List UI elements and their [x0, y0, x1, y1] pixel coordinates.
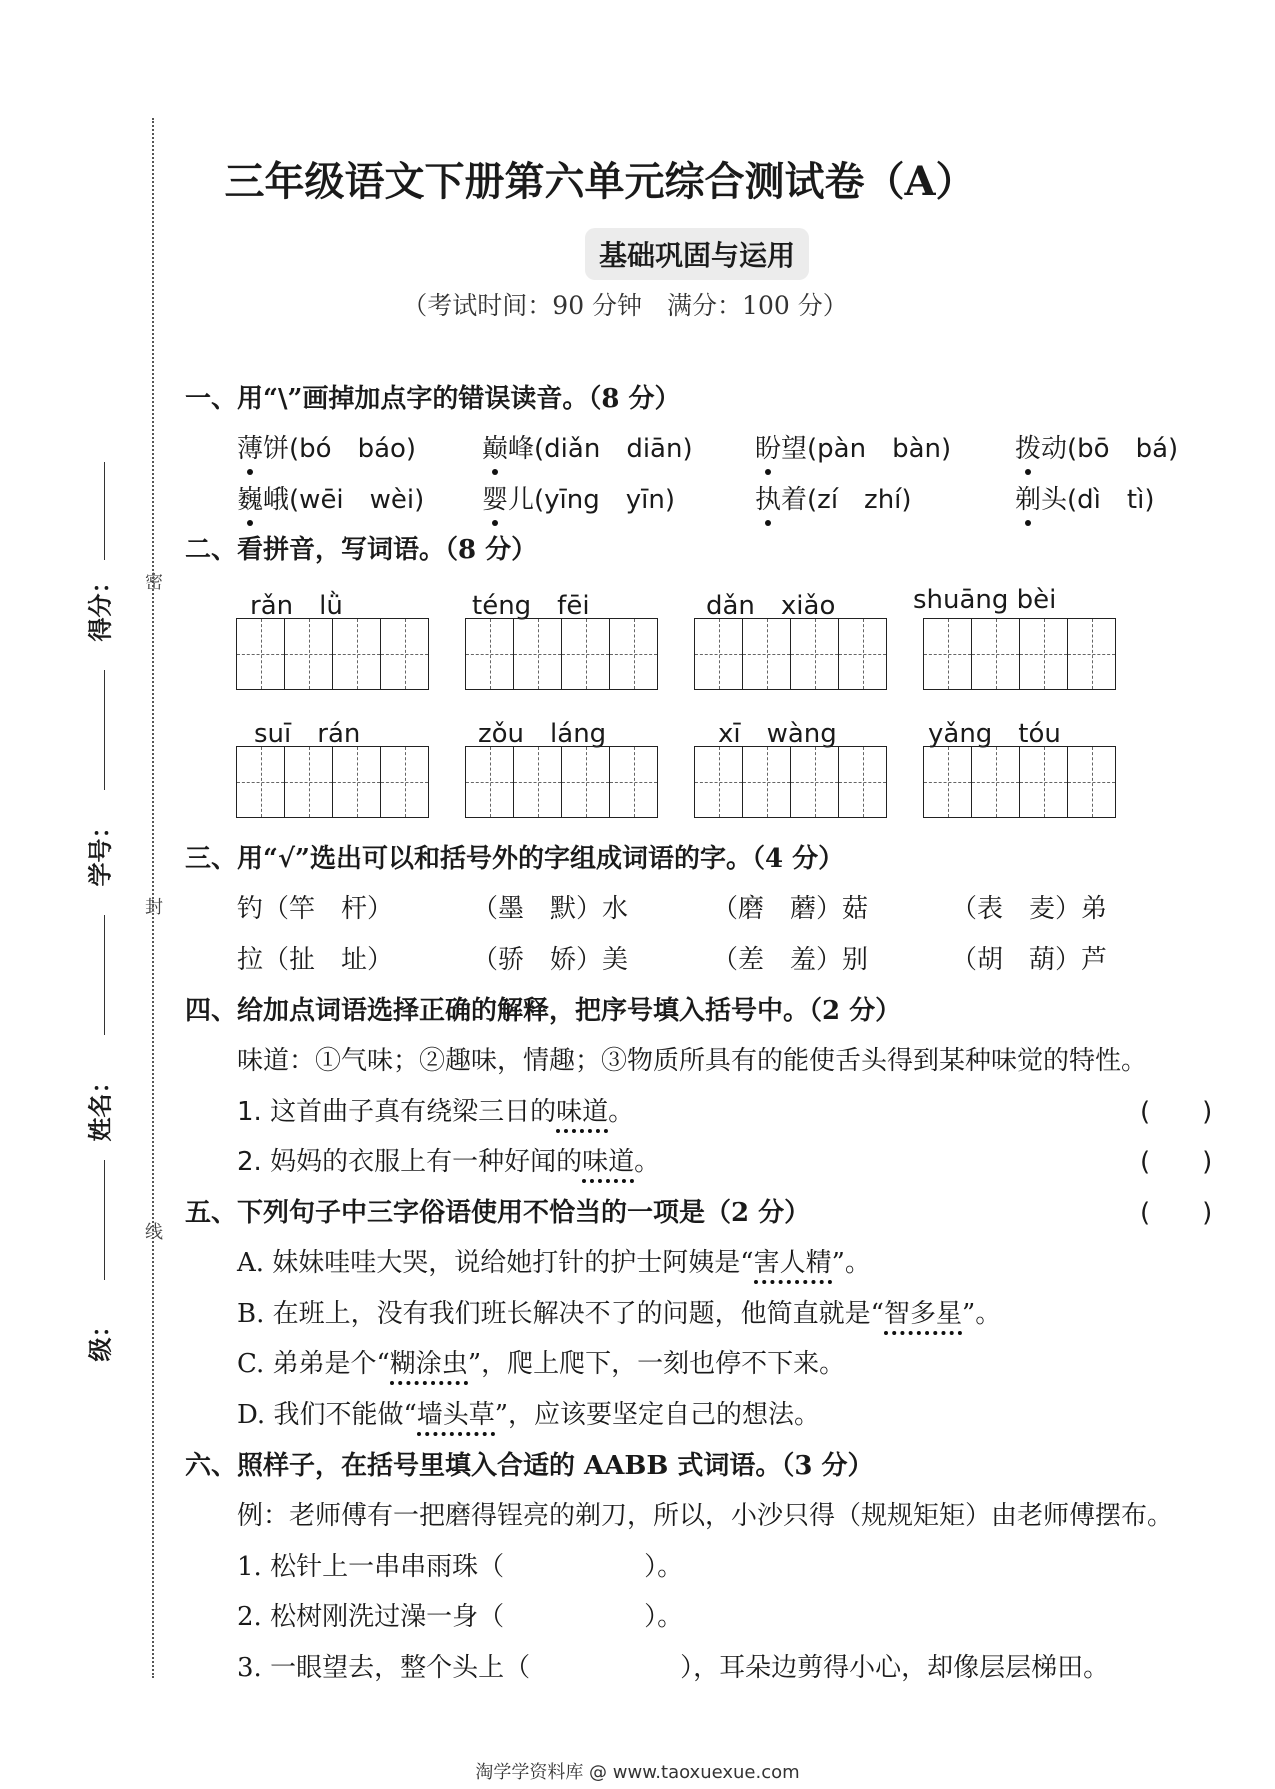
s2-pinyin: shuāng bèi	[913, 585, 1057, 615]
s2-pinyin: suī rán	[254, 719, 361, 749]
s1-item: 拨动(bō bá)	[1015, 428, 1178, 465]
s5-option-a: A. 妹妹哇哇大哭，说给她打针的护士阿姨是“害人精”。	[237, 1242, 871, 1279]
s5-option-b: B. 在班上，没有我们班长解决不了的问题，他简直就是“智多星”。	[237, 1293, 1001, 1330]
s3-item[interactable]: （骄 娇）美	[472, 945, 629, 975]
s3-item[interactable]: （胡 葫）芦	[951, 945, 1108, 975]
s1-item: 巅峰(diǎn diān)	[482, 428, 693, 465]
class-blank[interactable]	[104, 1160, 105, 1280]
s3-item[interactable]: （磨 蘑）菇	[712, 894, 869, 924]
s2-pinyin: rǎn lǜ	[250, 591, 343, 621]
footer-watermark: 淘学学资料库 @ www.taoxuexue.com	[475, 1762, 800, 1783]
s3-item[interactable]: 钓（竿 杆）	[237, 894, 394, 924]
s4-question-2: 2. 妈妈的衣服上有一种好闻的味道。	[237, 1141, 660, 1178]
page-title: 三年级语文下册第六单元综合测试卷（A）	[224, 158, 976, 205]
s6-question-1: 1. 松针上一串串雨珠（ ）。	[237, 1552, 684, 1582]
s4-answer-paren-2[interactable]: ( )	[1140, 1147, 1213, 1177]
s1-item: 婴儿(yīng yīn)	[482, 479, 675, 516]
section-6-heading: 六、照样子，在括号里填入合适的 AABB 式词语。（3 分）	[185, 1451, 874, 1481]
s3-item[interactable]: （表 麦）弟	[951, 894, 1108, 924]
s5-option-c: C. 弟弟是个“糊涂虫”，爬上爬下，一刻也停不下来。	[237, 1343, 845, 1380]
name-label: 姓名：	[86, 1069, 115, 1142]
seal-mark-mi: 密	[145, 572, 163, 593]
s1-item: 执着(zí zhí)	[755, 479, 912, 516]
s2-writing-grid[interactable]	[923, 618, 1116, 690]
s2-writing-grid[interactable]	[236, 746, 429, 818]
student-id-blank[interactable]	[104, 670, 105, 790]
seal-mark-xian: 线	[145, 1222, 163, 1243]
s6-question-3: 3. 一眼望去，整个头上（ ），耳朵边剪得小心，却像层层梯田。	[237, 1653, 1110, 1683]
s6-example: 例：老师傅有一把磨得锃亮的剃刀，所以，小沙只得（规规矩矩）由老师傅摆布。	[237, 1501, 1174, 1531]
s3-item[interactable]: （墨 默）水	[472, 894, 629, 924]
score-label: 得分：	[86, 569, 115, 642]
s2-writing-grid[interactable]	[236, 618, 429, 690]
s2-writing-grid[interactable]	[923, 746, 1116, 818]
section-2-heading: 二、看拼音，写词语。（8 分）	[185, 535, 538, 565]
s1-item: 巍峨(wēi wèi)	[237, 479, 424, 516]
section-5-heading: 五、下列句子中三字俗语使用不恰当的一项是（2 分）	[185, 1198, 811, 1228]
section-subtitle: 基础巩固与运用	[585, 228, 809, 280]
section-3-heading: 三、用“√”选出可以和括号外的字组成词语的字。（4 分）	[185, 844, 845, 874]
s5-option-d: D. 我们不能做“墙头草”，应该要坚定自己的想法。	[237, 1394, 820, 1431]
s3-item[interactable]: 拉（扯 址）	[237, 945, 394, 975]
s4-definition: 味道：①气味；②趣味，情趣；③物质所具有的能使舌头得到某种味觉的特性。	[237, 1046, 1148, 1076]
s6-question-2: 2. 松树刚洗过澡一身（ ）。	[237, 1602, 684, 1632]
name-blank[interactable]	[104, 915, 105, 1035]
s2-writing-grid[interactable]	[694, 746, 887, 818]
s4-answer-paren-1[interactable]: ( )	[1140, 1097, 1213, 1127]
class-label: 级：	[86, 1313, 115, 1362]
s2-pinyin: dǎn xiǎo	[706, 591, 836, 621]
section-1-heading: 一、用“\”画掉加点字的错误读音。（8 分）	[185, 384, 681, 414]
s2-pinyin: xī wàng	[718, 719, 837, 749]
s1-item: 薄饼(bó báo)	[237, 428, 416, 465]
s2-writing-grid[interactable]	[465, 746, 658, 818]
seal-mark-feng: 封	[145, 897, 163, 918]
exam-info: （考试时间：90 分钟 满分：100 分）	[402, 291, 848, 320]
s1-item: 盼望(pàn bàn)	[755, 428, 951, 465]
s2-writing-grid[interactable]	[694, 618, 887, 690]
s3-item[interactable]: （差 羞）别	[712, 945, 869, 975]
s4-question-1: 1. 这首曲子真有绕梁三日的味道。	[237, 1091, 634, 1128]
s5-answer-paren[interactable]: ( )	[1140, 1198, 1213, 1228]
s2-pinyin: téng fēi	[472, 591, 590, 621]
s1-item: 剃头(dì tì)	[1015, 479, 1154, 516]
s2-writing-grid[interactable]	[465, 618, 658, 690]
s2-pinyin: zǒu láng	[478, 719, 607, 749]
score-blank[interactable]	[104, 462, 105, 560]
student-id-label: 学号：	[86, 814, 115, 887]
s2-pinyin: yǎng tóu	[928, 719, 1061, 749]
section-4-heading: 四、给加点词语选择正确的解释，把序号填入括号中。（2 分）	[185, 996, 902, 1026]
